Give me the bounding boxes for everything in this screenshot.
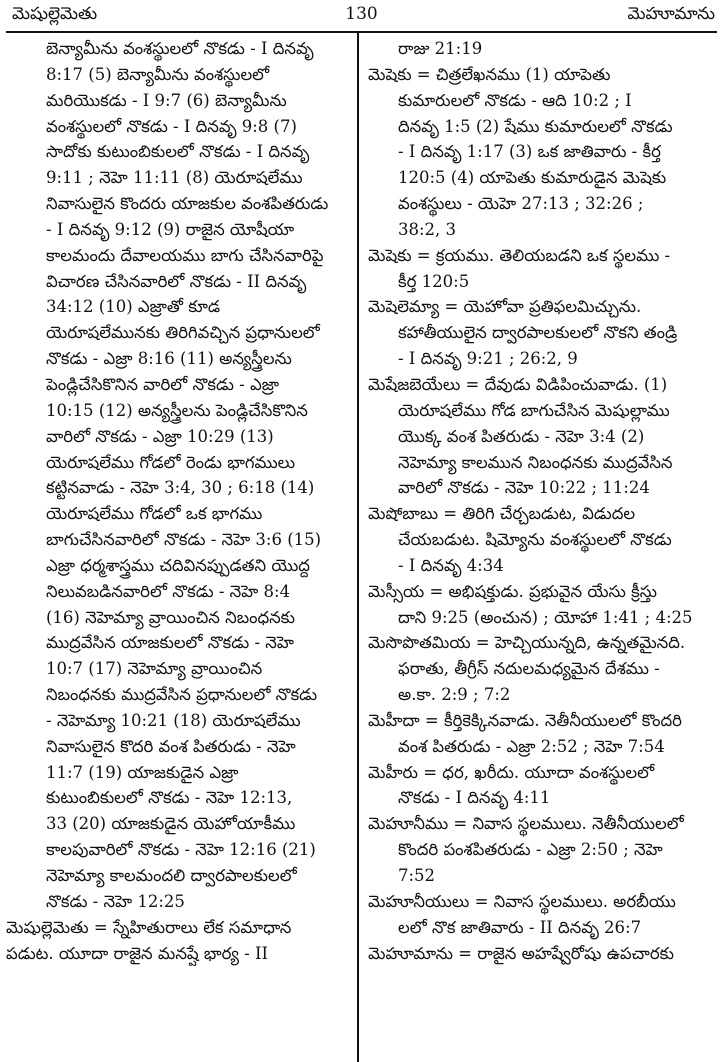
running-head-right: మెహూమాను: [627, 4, 715, 24]
entry-text-line: - I దినవృ 4:34: [398, 555, 504, 575]
left-column: [0, 36, 353, 966]
entry-headword-line: మెషెకు = చిత్రలేఖనము (1) యాపెతు: [368, 64, 611, 84]
entry-text-line: నిబంధనకు ముద్రవేసిన ప్రధానులలో నొకడు: [46, 685, 318, 705]
entry-headword-line: మెహూనీయులు = నివాస స్థలములు. అరబీయు: [368, 891, 676, 911]
entry-headword-line: మెస్సీయ = అభిషక్తుడు. ప్రభువైన యేసు క్రీస్తు: [368, 581, 657, 601]
right-column: [362, 36, 717, 966]
entry-headword-line: పడుట. యూదా రాజైన మనష్షే భార్య - II: [6, 943, 269, 963]
entry-text-line: నెహెమ్యా కాలమున నిబంధనకు ముద్రవేసిన: [398, 452, 673, 472]
entry-text-line: 9:11 ; నెహె 11:11 (8) యెరూషలేము: [46, 168, 303, 188]
entry-text-line: నొకడు - I దినవృ 4:11: [398, 788, 551, 808]
column-divider: [357, 31, 359, 1062]
entry-text-line: అ.కా. 2:9 ; 7:2: [398, 685, 511, 705]
entry-text-line: యెరూషలేము గోడ బాగుచేసిన మెషుల్లాము: [398, 400, 670, 420]
entry-text-line: వంశ పితరుడు - ఎజ్రా 2:52 ; నెహె 7:54: [398, 736, 665, 756]
entry-text-line: 8:17 (5) బెన్యామీను వంశస్థులలో: [46, 64, 270, 84]
entry-text-line: బెన్యామీను వంశస్థులలో నొకడు - I దినవృ: [46, 39, 314, 58]
entry-text-line: - I దినవృ 9:21 ; 26:2, 9: [398, 349, 578, 369]
entry-headword-line: మెషుల్లెమెతు = స్నేహితురాలు లేక సమాధాన: [6, 917, 292, 937]
entry-text-line: దినవృ 1:5 (2) షేము కుమారులలో నొకడు: [398, 116, 673, 136]
entry-text-line: యెరూషలేము గోడలో రెండు భాగములు: [46, 452, 296, 472]
entry-text-line: 7:52: [398, 866, 436, 885]
entry-text-line: 10:7 (17) నెహెమ్యా వ్రాయించిన: [46, 659, 263, 679]
entry-text-line: నొకడు - ఎజ్రా 8:16 (11) అన్యస్త్రీలను: [46, 349, 292, 369]
entry-text-line: నెహెమ్యా కాలమందలి ద్వారపాలకులలో: [46, 866, 297, 885]
entry-headword-line: మెహూనీము = నివాస స్థలములు. నెతీనీయులలో: [368, 814, 684, 834]
entry-text-line: ముద్రవేసిన యాజకులలో నొకడు - నెహె: [46, 633, 294, 653]
entry-text-line: చేయబడుట. షిమ్యోను వంశస్థులలో నొకడు: [398, 530, 672, 550]
entry-text-line: యెరూషలేము గోడలో ఒక భాగము: [46, 504, 263, 524]
entry-text-line: వారిలో నొకడు - ఎజ్రా 10:29 (13): [46, 426, 274, 446]
entry-text-line: కహాతీయులైన ద్వారపాలకులలో నొకని తండ్రి: [398, 323, 678, 343]
entry-text-line: సాదోకు కుటుంబికులలో నొకడు - I దినవృ: [46, 142, 310, 162]
entry-text-line: ఎజ్రా ధర్మశాస్త్రము చదివినప్పుడతని యొద్ద: [46, 555, 310, 575]
entry-headword-line: మెషోబాబు = తిరిగి చేర్చబడుట, విడుదల: [368, 504, 636, 524]
entry-text-line: 10:15 (12) అన్యస్త్రీలను పెండ్లిచేసికొనిన: [46, 400, 308, 420]
entry-text-line: కాలమందు దేవాలయము బాగు చేసినవారిపై: [46, 245, 324, 265]
running-head-left: మెషుల్లెమెతు: [12, 4, 98, 24]
entry-text-line: - I దినవృ 9:12 (9) రాజైన యోషీయా: [46, 219, 295, 239]
entry-text-line: కుమారులలో నొకడు - ఆది 10:2 ; I: [398, 90, 632, 110]
entry-text-line: వంశస్థులు - యెహె 27:13 ; 32:26 ;: [398, 194, 644, 214]
entry-text-line: - నెహెమ్యా 10:21 (18) యెరూషలేము: [46, 710, 301, 730]
entry-text-line: 34:12 (10) ఎజ్రాతో కూడ: [46, 297, 221, 317]
entry-text-line: బాగుచేసినవారిలో నొకడు - నెహె 3:6 (15): [46, 530, 322, 550]
entry-text-line: లలో నొక జాతివారు - II దినవృ 26:7: [398, 917, 642, 937]
entry-text-line: 120:5 (4) యాపెతు కుమారుడైన మెషెకు: [398, 168, 667, 188]
entry-headword-line: మెహీదా = కీర్తికెక్కినవాడు. నెతీనీయులలో కొందరి: [368, 710, 682, 730]
entry-text-line: కాలపువారిలో నొకడు - నెహె 12:16 (21): [46, 840, 316, 860]
entry-text-line: వంశస్థులలో నొకడు - I దినవృ 9:8 (7): [46, 116, 297, 136]
entry-headword-line: మెసొపొతమియ = హెచ్చియున్నది, ఉన్నతమైనది.: [368, 633, 686, 653]
entry-text-line: నివాసులైన కొదరి వంశ పితరుడు - నెహె: [46, 736, 296, 756]
header-rule: [6, 31, 717, 33]
entry-text-line: - I దినవృ 1:17 (3) ఒక జాతివారు - కీర్త: [398, 142, 661, 162]
entry-text-line: 38:2, 3: [398, 219, 457, 239]
entry-headword-line: మెహీరు = ధర, ఖరీదు. యూదా వంశస్థులలో: [368, 762, 655, 782]
entry-text-line: కీర్త 120:5: [398, 271, 470, 291]
entry-text-line: మరియొకడు - I 9:7 (6) బెన్యామీను: [46, 90, 287, 110]
entry-text-line: (16) నెహెమ్యా వ్రాయించిన నిబంధనకు: [46, 607, 296, 627]
entry-text-line: నొకడు - నెహె 12:25: [46, 891, 185, 911]
entry-headword-line: మెషెలెమ్యా = యెహోవా ప్రతిఫలమిచ్చును.: [368, 297, 642, 317]
entry-text-line: దాని 9:25 (అంచున) ; యోహా 1:41 ; 4:25: [398, 607, 693, 627]
entry-text-line: రాజు 21:19: [398, 39, 483, 58]
page-number: 130: [345, 4, 378, 24]
page-header: [0, 0, 723, 32]
entry-text-line: కట్టినవాడు - నెహె 3:4, 30 ; 6:18 (14): [46, 478, 315, 498]
entry-text-line: నివాసులైన కొందరు యాజకుల వంశపితరుడు: [46, 194, 329, 214]
entry-text-line: పెండ్లిచేసికొనిన వారిలో నొకడు - ఎజ్రా: [46, 374, 279, 394]
entry-text-line: విచారణ చేసినవారిలో నొకడు - II దినవృ: [46, 271, 307, 291]
entry-text-line: కుటుంబికులలో నొకడు - నెహె 12:13,: [46, 788, 293, 808]
entry-text-line: ఫరాతు, తీగ్రీస్ నదులమధ్యమైన దేశము -: [398, 659, 660, 679]
entry-text-line: 11:7 (19) యాజకుడైన ఎజ్రా: [46, 762, 239, 782]
entry-headword-line: మెహూమాను = రాజైన అహష్వేరోషు ఉపచారకు: [368, 943, 674, 963]
entry-text-line: కొందరి పంశపితరుడు - ఎజ్రా 2:50 ; నెహె: [398, 840, 663, 860]
entry-text-line: వారిలో నొకడు - నెహె 10:22 ; 11:24: [398, 478, 650, 498]
entry-headword-line: మెషేజబెయేలు = దేవుడు విడిపించువాడు. (1): [368, 374, 668, 394]
entry-text-line: యొక్క వంశ పితరుడు - నెహె 3:4 (2): [398, 426, 645, 446]
entry-headword-line: మెషెకు = క్రయము. తెలియబడని ఒక స్థలము -: [368, 245, 671, 265]
entry-text-line: నిలువబడినవారిలో నొకడు - నెహె 8:4: [46, 581, 291, 601]
entry-text-line: 33 (20) యాజకుడైన యెహోయాకీము: [46, 814, 296, 834]
entry-text-line: యెరూషలేమునకు తిరిగివచ్చిన ప్రధానులలో: [46, 323, 320, 343]
